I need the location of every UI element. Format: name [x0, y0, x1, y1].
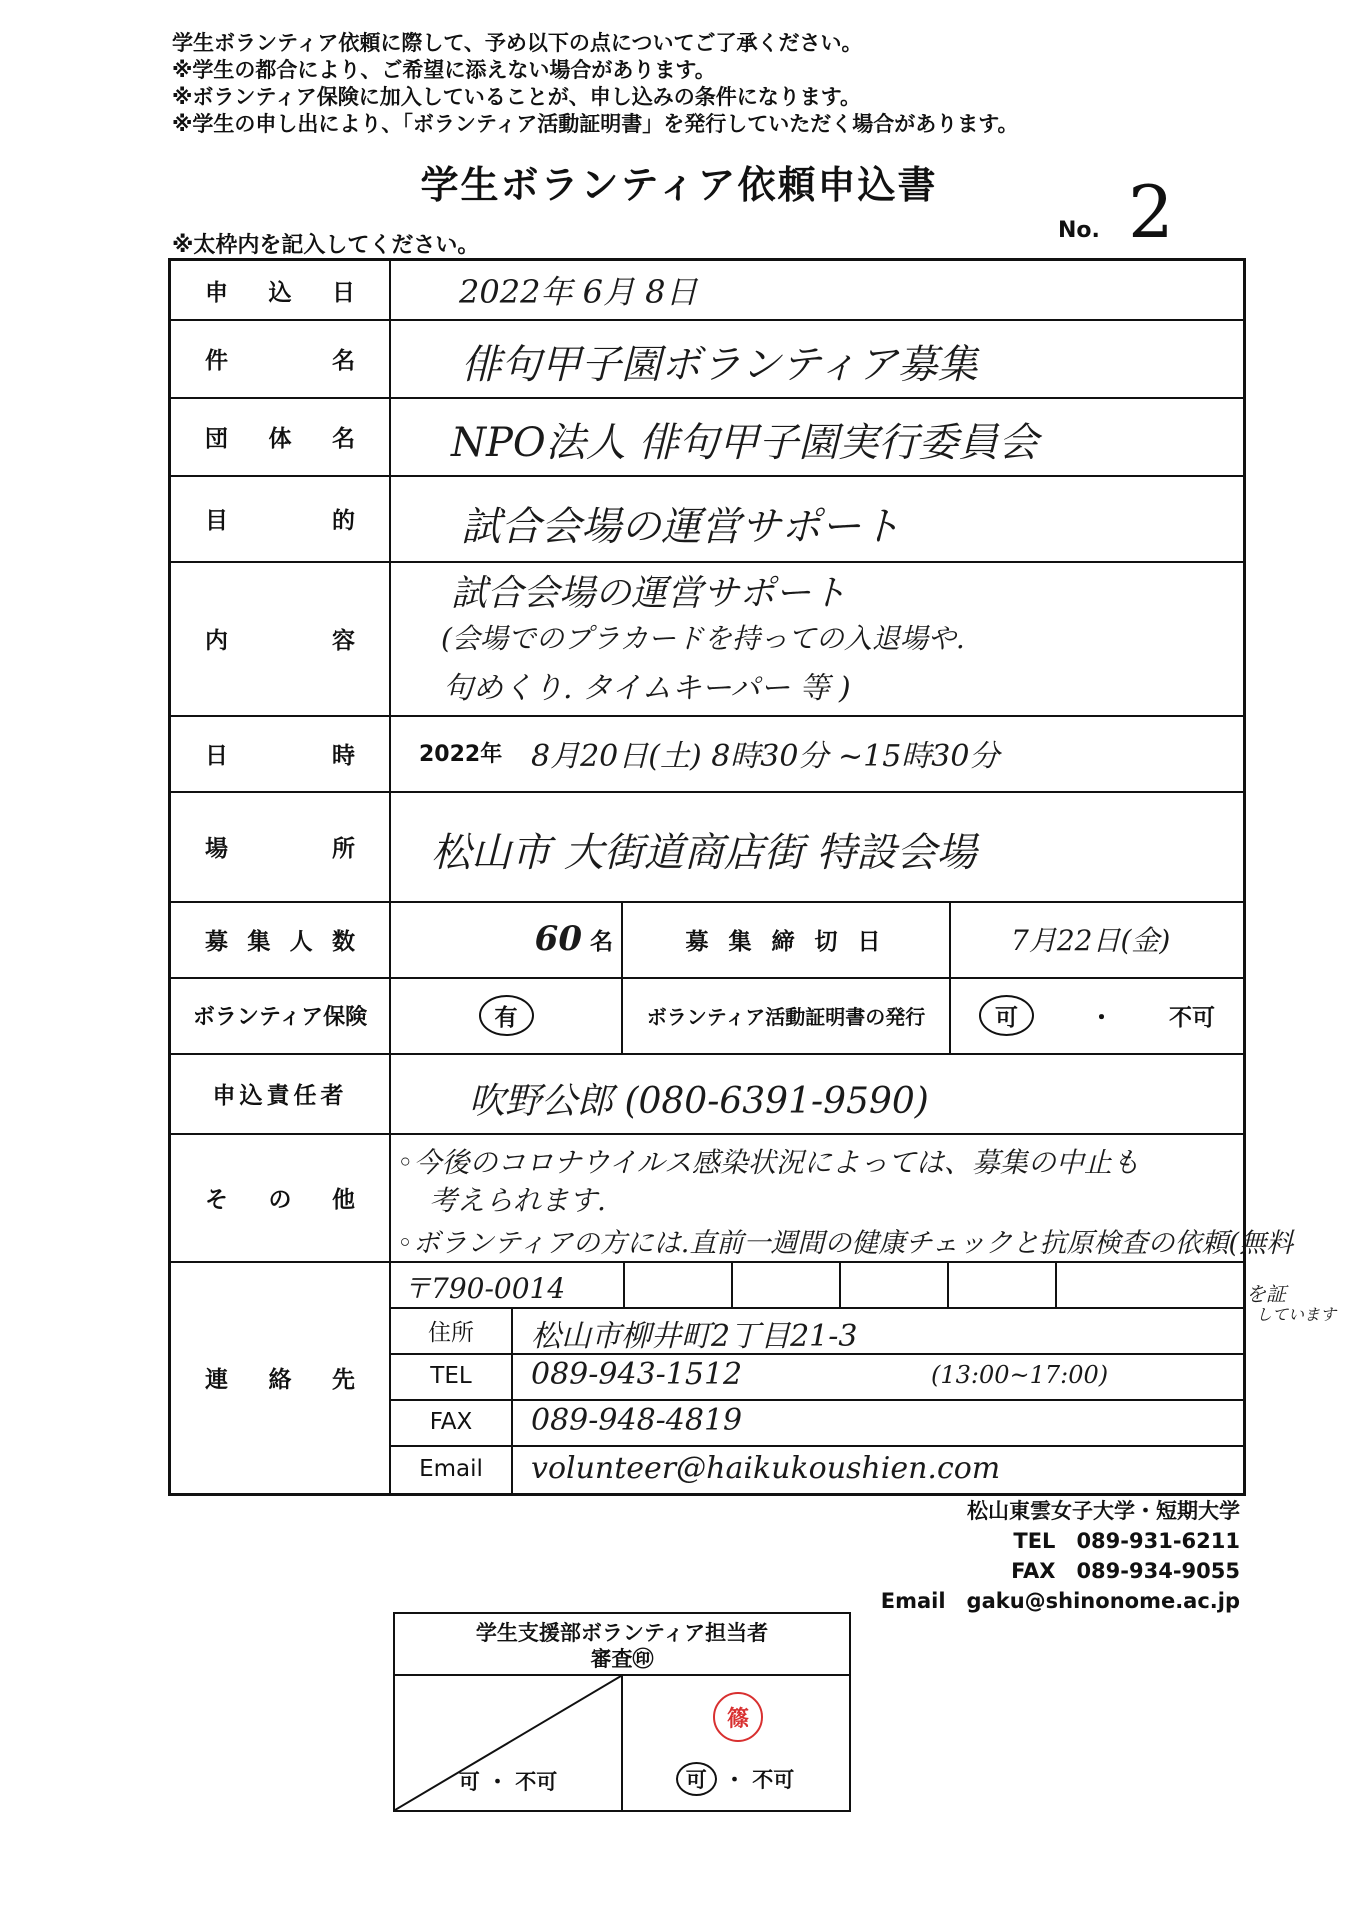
- value-recruit-num[interactable]: 60: [534, 919, 582, 959]
- label-address: 住所: [391, 1307, 513, 1353]
- margin-note: しています: [1256, 1305, 1337, 1324]
- university-fax: FAX 089-934-9055: [1011, 1559, 1240, 1583]
- value-deadline[interactable]: 7月22日(金): [1011, 924, 1171, 957]
- review-right-cell: [621, 1676, 849, 1810]
- university-contact: [881, 1496, 1240, 1616]
- label-email: Email: [391, 1445, 513, 1493]
- value-email[interactable]: volunteer@haikukoushien.com: [531, 1451, 1001, 1486]
- notice-block: [172, 30, 1019, 138]
- label-place: 場 所: [171, 791, 391, 901]
- row-other: [171, 1133, 1294, 1263]
- label-apply-date: 申 込 日: [171, 261, 391, 319]
- row-contact: [171, 1261, 1243, 1493]
- label-other: そ の 他: [171, 1133, 391, 1261]
- value-group[interactable]: NPO法人 俳句甲子園実行委員会: [451, 420, 1039, 466]
- review-box: [393, 1612, 851, 1812]
- row-group: [171, 397, 1243, 477]
- value-other-line[interactable]: 考えられます.: [429, 1184, 606, 1217]
- value-datetime-year: 2022年: [419, 742, 503, 767]
- label-responsible: 申込責任者: [171, 1053, 391, 1133]
- label-insurance: ボランティア保険: [171, 977, 391, 1053]
- row-datetime: [171, 715, 1243, 793]
- notice-line: ※ボランティア保険に加入していることが、申し込みの条件になります。: [172, 85, 862, 109]
- row-insurance: [171, 977, 1243, 1055]
- value-zip[interactable]: 〒790-0014: [403, 1272, 566, 1305]
- value-apply-date[interactable]: 2022年 6月 8日: [459, 273, 698, 311]
- number-value: 2: [1128, 170, 1174, 254]
- label-content: 内 容: [171, 561, 391, 715]
- review-yes-option[interactable]: 可: [676, 1762, 717, 1796]
- row-place: [171, 791, 1243, 903]
- label-group: 団 体 名: [171, 397, 391, 475]
- zip-row: [391, 1261, 1243, 1309]
- value-tel-hours[interactable]: (13:00~17:00): [931, 1361, 1109, 1389]
- notice-line: 学生ボランティア依頼に際して、予め以下の点についてご了承ください。: [172, 31, 863, 55]
- page-title: 学生ボランティア依頼申込書: [420, 163, 938, 207]
- review-header: 学生支援部ボランティア担当者 審査㊞: [395, 1614, 849, 1676]
- row-subject: [171, 319, 1243, 399]
- recruit-unit: 名: [590, 928, 613, 955]
- value-content-line[interactable]: 試合会場の運営サポート: [451, 573, 848, 614]
- review-right-options: 可 ・ 不可: [621, 1762, 849, 1796]
- label-purpose: 目 的: [171, 475, 391, 561]
- seal-stamp-icon: 篠: [713, 1692, 763, 1742]
- label-fax: FAX: [391, 1399, 513, 1445]
- label-subject: 件 名: [171, 319, 391, 397]
- value-content-line[interactable]: 句めくり. タイムキーパー 等 ): [443, 671, 851, 706]
- recruit-num-cell: [391, 901, 623, 977]
- label-contact: 連 絡 先: [171, 1261, 391, 1493]
- value-address[interactable]: 松山市柳井町2丁目21-3: [531, 1319, 858, 1354]
- row-responsible: [171, 1053, 1243, 1135]
- university-tel: TEL 089-931-6211: [1013, 1529, 1240, 1553]
- notice-line: ※学生の都合により、ご希望に添えない場合があります。: [172, 58, 716, 82]
- fax-row: [391, 1399, 1243, 1447]
- label-datetime: 日 時: [171, 715, 391, 791]
- address-row: [391, 1307, 1243, 1355]
- value-responsible[interactable]: 吹野公郎 (080-6391-9590): [469, 1081, 929, 1122]
- label-recruit-num: 募 集 人 数: [171, 901, 391, 977]
- value-other-line[interactable]: ◦今後のコロナウイルス感染状況によっては、募集の中止も: [397, 1146, 1140, 1179]
- row-apply-date: [171, 261, 1243, 321]
- email-row: [391, 1445, 1243, 1493]
- value-insurance[interactable]: 有: [479, 995, 534, 1036]
- review-left-cell: [395, 1676, 623, 1810]
- margin-note: を証: [1246, 1282, 1286, 1306]
- value-fax[interactable]: 089-948-4819: [531, 1403, 743, 1438]
- university-name: 松山東雲女子大学・短期大学: [967, 1499, 1240, 1523]
- review-left-options: 可 ・ 不可: [458, 1770, 558, 1794]
- label-certificate: ボランティア活動証明書の発行: [623, 977, 951, 1053]
- row-content: [171, 561, 1243, 717]
- notice-line: ※学生の申し出により、「ボランティア活動証明書」を発行していただく場合があります。: [172, 112, 1019, 136]
- insurance-cell: [391, 977, 623, 1053]
- cert-yes-option[interactable]: 可: [979, 995, 1034, 1036]
- university-email: Email gaku@shinonome.ac.jp: [880, 1589, 1240, 1613]
- value-place[interactable]: 松山市 大街道商店街 特設会場: [431, 830, 977, 876]
- label-deadline: 募 集 締 切 日: [623, 901, 951, 977]
- cert-no-option[interactable]: 不可: [1169, 1004, 1215, 1031]
- tel-row: [391, 1353, 1243, 1401]
- value-other-line[interactable]: ◦ボランティアの方には.直前一週間の健康チェックと抗原検査の依頼(無料: [397, 1228, 1294, 1259]
- value-datetime[interactable]: 8月20日(土) 8時30分 ~15時30分: [531, 739, 1000, 774]
- value-subject[interactable]: 俳句甲子園ボランティア募集: [461, 342, 978, 388]
- cert-separator: ・: [1090, 1004, 1113, 1031]
- number-label: No.: [1058, 218, 1100, 243]
- value-purpose[interactable]: 試合会場の運営サポート: [461, 504, 901, 550]
- row-recruit: [171, 901, 1243, 979]
- row-purpose: [171, 475, 1243, 563]
- label-tel: TEL: [391, 1353, 513, 1399]
- fill-instruction: ※太枠内を記入してください。: [172, 233, 480, 258]
- certificate-options: [951, 977, 1243, 1053]
- value-tel[interactable]: 089-943-1512: [531, 1357, 743, 1392]
- value-content-line[interactable]: (会場でのプラカードを持っての入退場や.: [441, 622, 965, 655]
